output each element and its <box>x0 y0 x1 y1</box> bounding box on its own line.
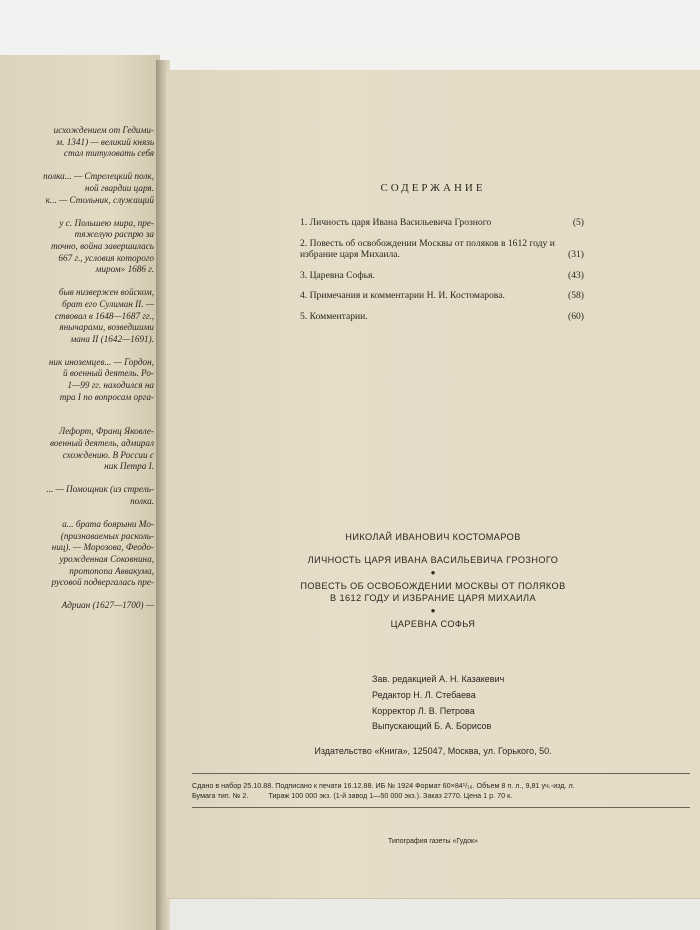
separator-bullet: ● <box>430 606 436 615</box>
work-title: ЛИЧНОСТЬ ЦАРЯ ИВАНА ВАСИЛЬЕВИЧА ГРОЗНОГО <box>307 555 559 565</box>
left-page-line <box>0 589 154 601</box>
publisher-address: Издательство «Книга», 125047, Москва, ул. Горького, 50. <box>314 746 552 756</box>
left-page-line: полка... — Стрелецкий полк, <box>43 171 154 182</box>
left-page-line <box>0 508 154 520</box>
toc-item-text: 5. Комментарии. <box>300 310 368 322</box>
toc-item <box>300 270 584 282</box>
toc-item <box>300 311 584 323</box>
left-page-line <box>0 415 154 427</box>
toc-item-page: (60) <box>568 310 584 322</box>
left-page-line: быв низвержен войском, <box>58 287 154 298</box>
right-page <box>166 70 700 899</box>
editorial-staff <box>372 672 504 735</box>
imprint-line: Сдано в набор 25.10.88. Подписано к печати 16.12.88. ИБ № 1924 Формат 60×84¹/₁₆. Объем 8 п. л., 9,81 уч.-изд. л. <box>192 781 575 790</box>
left-page-line <box>0 206 154 218</box>
left-page-line <box>0 345 154 357</box>
left-page <box>0 55 160 930</box>
imprint-line: Бумага тип. № 2. Тираж 100 000 экз. (1-й завод 1—50 000 экз.). Заказ 2770. Цена 1 р. 70 к. <box>192 791 513 800</box>
left-page-line: протопопа Аввакума, <box>69 565 154 576</box>
toc-item <box>300 217 584 229</box>
left-page-line: а... брата боярыни Мо- <box>62 519 154 530</box>
toc-item-text: 4. Примечания и комментарии Н. И. Костомарова. <box>300 290 505 302</box>
left-page-line: й военный деятель. Ро- <box>63 368 154 379</box>
staff-line: Зав. редакцией А. Н. Казакевич <box>372 674 505 684</box>
left-page-line: ник Петра I. <box>104 461 154 472</box>
left-page-line <box>0 403 154 415</box>
printer-name: Типография газеты «Гудок» <box>388 838 478 845</box>
left-page-line: Лефорт, Франц Яковле- <box>59 426 154 437</box>
left-page-line: тра I по вопросам орга- <box>59 391 154 402</box>
left-page-line: янычарами, возведшими <box>59 322 154 333</box>
toc-item-page: (5) <box>572 217 584 228</box>
left-page-line: ной гвардии царя. <box>84 182 154 193</box>
left-page-line: у с. Польшею мира, пре- <box>59 217 154 228</box>
left-page-line: (признаваемых расколь- <box>60 530 154 541</box>
author-name: НИКОЛАЙ ИВАНОВИЧ КОСТОМАРОВ <box>345 532 521 542</box>
separator-bullet: ● <box>430 568 436 577</box>
left-page-text <box>0 125 154 612</box>
work-title: ЦАРЕВНА СОФЬЯ <box>390 619 476 629</box>
left-page-line <box>0 473 154 485</box>
left-page-line: точно, война завершилась <box>51 240 154 251</box>
toc-item-text: 2. Повесть об освобождении Москвы от поляков в 1612 году и избрание царя Михаила. <box>300 237 555 261</box>
left-page-line: полка. <box>130 496 154 506</box>
left-page-line: стал титуловать себя <box>63 148 154 159</box>
left-page-line: урожденная Соковнина, <box>59 553 154 564</box>
left-page-line <box>0 160 154 172</box>
left-page-line: схождению. В России с <box>62 449 154 460</box>
imprint-block <box>192 773 690 808</box>
left-page-line: ствовал в 1648—1687 гг., <box>54 310 154 321</box>
left-page-line: 1—99 гг. находился на <box>67 380 154 391</box>
toc-item-page: (58) <box>568 290 584 302</box>
staff-line: Редактор Н. Л. Стебаева <box>372 689 476 700</box>
left-page-line: брат его Сулиман II. — <box>61 298 154 309</box>
left-page-line: исхождением от Гедими- <box>53 125 154 135</box>
colophon <box>166 531 700 630</box>
left-page-line: миром» 1686 г. <box>95 264 154 275</box>
toc-item-page: (43) <box>568 269 584 281</box>
work-title: В 1612 ГОДУ И ИЗБРАНИЕ ЦАРЯ МИХАИЛА <box>330 593 536 603</box>
left-page-line: ... — Помощник (из стрель- <box>46 484 154 495</box>
left-page-line: 667 г., условия которого <box>58 252 154 263</box>
toc-item <box>300 290 584 302</box>
left-page-line: мана II (1642—1691). <box>70 333 154 344</box>
table-of-contents <box>300 217 584 332</box>
left-page-line: ниц). — Морозова, Феодо- <box>51 542 154 553</box>
toc-item-page: (31) <box>568 249 584 261</box>
left-page-line: к... — Стольник, служащий <box>45 194 154 205</box>
toc-item <box>300 238 584 261</box>
left-page-line <box>0 276 154 288</box>
left-page-line: военный деятель, адмирал <box>49 438 154 449</box>
staff-line: Выпускающий Б. А. Борисов <box>372 721 492 732</box>
work-title: ПОВЕСТЬ ОБ ОСВОБОЖДЕНИИ МОСКВЫ ОТ ПОЛЯКОВ <box>300 581 566 591</box>
toc-item-text: 3. Царевна Софья. <box>300 269 375 281</box>
left-page-line: ник иноземцев... — Гордон, <box>48 356 154 367</box>
staff-line: Корректор Л. В. Петрова <box>372 705 475 716</box>
left-page-line: Адриан (1627—1700) — <box>61 600 154 611</box>
toc-title: СОДЕРЖАНИЕ <box>380 182 486 194</box>
left-page-line: тяжелую распрю за <box>74 229 154 240</box>
left-page-line: м. 1341) — великий князь <box>56 136 154 147</box>
toc-item-text: 1. Личность царя Ивана Васильевича Грозного <box>300 217 492 228</box>
left-page-line: русовой подвергалась пре- <box>51 577 154 588</box>
